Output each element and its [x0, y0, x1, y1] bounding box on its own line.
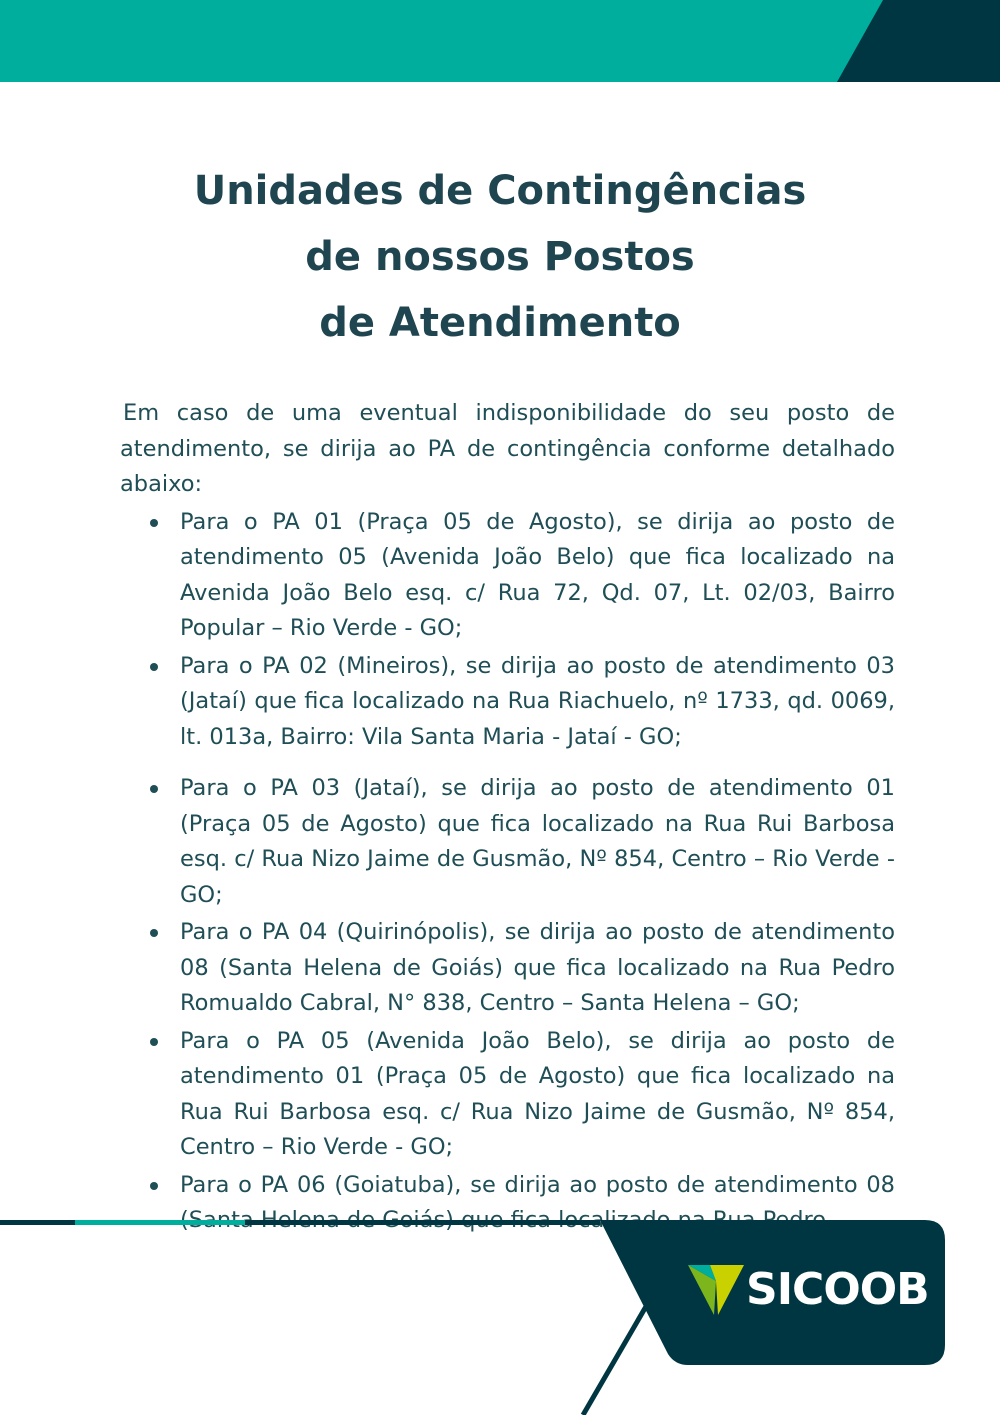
list-item-text: Para o PA 02 (Mineiros), se dirija ao posto de atendimento 03 (Jataí) que fica localizado na Rua Riachuelo, nº 1733, qd. 0069, lt. 013a, Bairro: Vila Santa Maria - Jataí - GO;: [180, 652, 895, 750]
list-item-text: Para o PA 04 (Quirinópolis), se dirija ao posto de atendimento 08 (Santa Helena de Goiás) que fica localizado na Rua Pedro Romualdo Cabral, N° 838, Centro – Santa Helena – GO;: [180, 919, 895, 1016]
header-band: [0, 0, 1000, 82]
list-item-text: Para o PA 05 (Avenida João Belo), se dirija ao posto de atendimento 01 (Praça 05 de Agosto) que fica localizado na Rua Rui Barbosa esq. c/ Rua Nizo Jaime de Gusmão, Nº 854, Centro – Rio Verde - GO;: [180, 1027, 895, 1160]
footer-decoration: [0, 1218, 1000, 1415]
bullet-icon: [150, 785, 158, 793]
page-title: [0, 158, 1000, 356]
contingency-list: [120, 505, 895, 1239]
bullet-icon: [150, 519, 158, 527]
list-item: [120, 505, 895, 647]
list-item-text: Para o PA 01 (Praça 05 de Agosto), se dirija ao posto de atendimento 05 (Avenida João Belo) que fica localizado na Avenida João Belo esq. c/ Rua 72, Qd. 07, Lt. 02/03, Bairro Popular – Rio Verde - GO;: [180, 508, 895, 641]
title-line-3: de Atendimento: [319, 300, 681, 346]
list-item: [120, 771, 895, 913]
list-item: [120, 1024, 895, 1166]
sicoob-logo-icon: [688, 1265, 744, 1315]
body-content: [120, 396, 895, 1204]
sicoob-logo: [688, 1264, 929, 1316]
list-item: [120, 649, 895, 756]
bullet-icon: [150, 1182, 158, 1190]
bullet-icon: [150, 663, 158, 671]
list-item: [120, 915, 895, 1022]
list-item-text: Para o PA 06 (Goiatuba), se dirija ao posto de atendimento 08: [180, 1171, 895, 1198]
list-item-text: Para o PA 03 (Jataí), se dirija ao posto de atendimento 01 (Praça 05 de Agosto) que fica localizado na Rua Rui Barbosa esq. c/ Rua Nizo Jaime de Gusmão, Nº 854, Centro – Rio Verde - GO;: [180, 775, 895, 908]
logo-text: SICOOB: [746, 1264, 929, 1315]
bullet-icon: [150, 929, 158, 937]
bullet-icon: [150, 1038, 158, 1046]
title-line-1: Unidades de Contingências: [193, 168, 807, 214]
intro-paragraph: Em caso de uma eventual indisponibilidade do seu posto de atendimento, se dirija ao PA de contingência conforme detalhado abaixo:: [120, 400, 895, 497]
title-line-2: de nossos Postos: [305, 234, 695, 280]
